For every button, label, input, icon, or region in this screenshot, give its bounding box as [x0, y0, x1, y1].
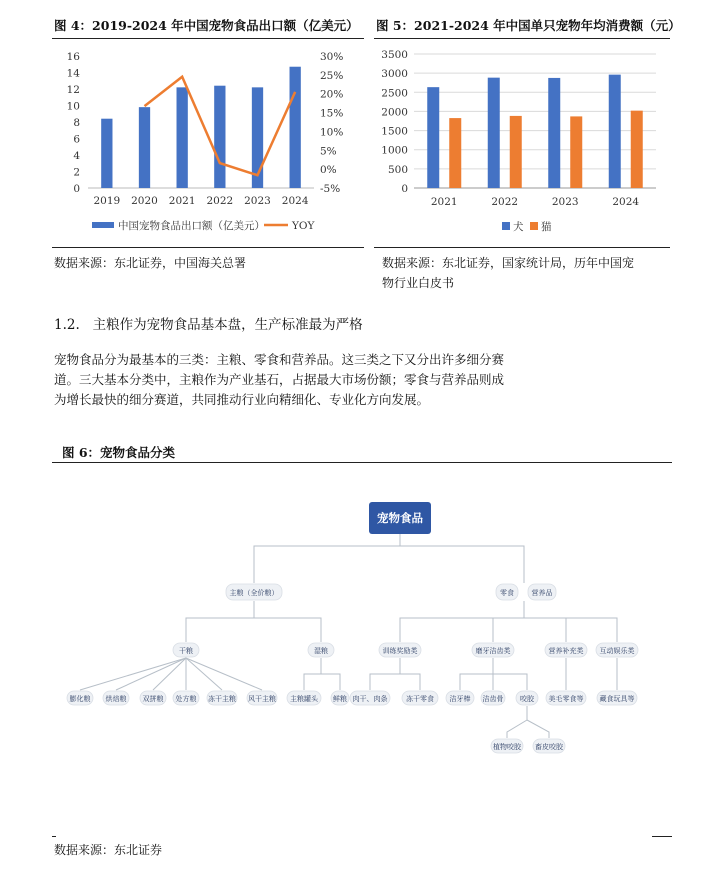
dog-bar — [548, 78, 560, 188]
tree-connector — [186, 658, 262, 690]
tree-connector — [254, 533, 400, 583]
y-tick-label: 1000 — [381, 144, 408, 157]
node-label: 植物咬胶 — [493, 743, 521, 751]
tree-connector — [400, 601, 524, 642]
x-tick-label: 2022 — [491, 196, 519, 208]
tree-connector — [507, 706, 527, 738]
figure5-title-rule — [374, 38, 670, 39]
figure4-title: 图 4：2019-2024 年中国宠物食品出口额（亿美元） — [54, 18, 359, 33]
body-paragraph — [54, 350, 504, 410]
tree-connector — [524, 618, 617, 642]
x-tick-label: 2023 — [244, 195, 271, 207]
node-label: 零食 — [500, 589, 514, 597]
node-label: 冻干主粮 — [208, 695, 236, 703]
tree-level3-node — [402, 691, 438, 705]
figure6-title: 图 6：宠物食品分类 — [62, 445, 176, 460]
dog-bar — [488, 78, 500, 188]
tree-level3-node — [546, 691, 586, 705]
figure5-source-line1: 数据来源：东北证券，国家统计局，历年中国宠 — [382, 256, 635, 270]
y-tick-label: 2 — [73, 166, 80, 179]
paragraph-line-3: 为增长最快的细分赛道，共同推动行业向精细化、专业化方向发展。 — [54, 392, 430, 407]
node-label: 膨化粮 — [69, 695, 91, 703]
export-bar — [290, 67, 301, 188]
tree-level3-node — [140, 691, 166, 705]
tree-level3-node — [446, 691, 474, 705]
node-label: 畜皮咬胶 — [535, 743, 563, 751]
legend-swatch-export — [92, 222, 114, 228]
legend-swatch-cat — [530, 222, 538, 230]
cat-bar — [570, 116, 582, 188]
tree-level3-node — [516, 691, 538, 705]
paragraph-line-2: 道。三大基本分类中，主粮作为产业基石，占据最大市场份额；零食与营养品则成 — [54, 372, 505, 387]
tree-connector — [400, 674, 420, 690]
figure5-source-line2: 物行业白皮书 — [382, 276, 455, 290]
figure4-title-rule — [52, 38, 364, 39]
x-tick-label: 2024 — [281, 195, 309, 207]
tree-level1-node — [226, 584, 282, 600]
tree-level3-node — [173, 691, 199, 705]
node-label: 营养补充类 — [548, 647, 584, 655]
tree-level3-node — [287, 691, 321, 705]
node-label: 训练奖励类 — [382, 647, 418, 655]
legend-swatch-dog — [502, 222, 510, 230]
dog-bar — [427, 87, 439, 188]
tree-level2-node — [308, 643, 334, 657]
consumption-chart — [374, 40, 674, 245]
x-tick-label: 2021 — [168, 195, 196, 207]
y2-tick-label: 30% — [320, 51, 344, 63]
y2-tick-label: 5% — [320, 145, 337, 158]
node-label: 烘焙粮 — [105, 695, 127, 703]
node-label: 咬胶 — [520, 695, 534, 703]
x-tick-label: 2022 — [206, 195, 234, 207]
paragraph-line-1: 宠物食品分为最基本的三类：主粮、零食和营养品。这三类之下又分出许多细分赛 — [54, 352, 505, 367]
tree-level2-node — [379, 643, 421, 657]
x-tick-label: 2021 — [430, 196, 458, 208]
legend-label-export: 中国宠物食品出口额（亿美元） — [118, 220, 265, 232]
tree-connector — [493, 674, 527, 690]
section-number: 1.2. — [54, 317, 80, 333]
export-bar — [177, 87, 188, 188]
y2-tick-label: 0% — [320, 164, 337, 177]
node-label: 洁齿骨 — [482, 695, 504, 703]
legend-label-cat: 猫 — [541, 221, 552, 233]
tree-level3-node — [331, 691, 349, 705]
section-title: 主粮作为宠物食品基本盘，生产标准最为严格 — [92, 317, 363, 333]
y-tick-label: 16 — [66, 51, 80, 63]
tree-level3-node — [597, 691, 637, 705]
y-tick-label: 10 — [66, 100, 80, 113]
node-label: 洁牙棒 — [449, 695, 471, 703]
y-tick-label: 1500 — [381, 125, 408, 138]
tree-connector — [304, 658, 321, 690]
y-tick-label: 3000 — [381, 68, 408, 81]
y-tick-label: 12 — [66, 84, 80, 96]
node-label: 美毛零食等 — [548, 695, 584, 703]
tree-level2-node — [545, 643, 587, 657]
x-tick-label: 2019 — [93, 195, 121, 207]
tree-connector — [116, 658, 186, 690]
y2-tick-label: 10% — [320, 126, 344, 139]
cat-bar — [631, 111, 643, 188]
node-label: 鲜粮 — [333, 695, 347, 703]
tree-connector — [321, 674, 340, 690]
y-tick-label: 0 — [401, 183, 408, 195]
footer-rule — [652, 836, 672, 837]
node-label: 双拼粮 — [142, 695, 164, 703]
y2-tick-label: 25% — [320, 69, 344, 82]
legend-label-yoy: YOY — [292, 220, 315, 232]
node-label: 冻干零食 — [406, 695, 434, 703]
node-label: 磨牙洁齿类 — [475, 647, 511, 655]
tree-connector — [527, 720, 549, 738]
y-tick-label: 2500 — [381, 87, 408, 100]
export-bar — [139, 107, 150, 188]
figure5-bottom-rule — [374, 247, 670, 248]
y-tick-label: 3500 — [381, 49, 408, 61]
y-tick-label: 4 — [73, 150, 80, 162]
export-value-chart — [52, 40, 364, 245]
figure4-bottom-rule — [52, 247, 364, 248]
cat-bar — [510, 116, 522, 188]
node-label: 主粮罐头 — [290, 695, 318, 703]
footer-tick — [52, 836, 56, 837]
pet-food-classification-tree — [52, 470, 672, 770]
x-tick-label: 2024 — [612, 196, 640, 208]
tree-level2-node — [472, 643, 514, 657]
node-label: 肉干、肉条 — [352, 695, 388, 703]
node-label: 藏食玩具等 — [599, 695, 635, 703]
figure5-title: 图 5：2021-2024 年中国单只宠物年均消费额（元） — [376, 18, 681, 33]
node-label: 湿粮 — [314, 647, 328, 655]
tree-level3-node — [481, 691, 505, 705]
node-label: 干粮 — [179, 647, 193, 655]
node-label: 风干主粮 — [248, 695, 276, 703]
dog-bar — [609, 75, 621, 188]
tree-level4-node — [491, 739, 523, 753]
node-label: 主粮（全价粮） — [229, 589, 279, 597]
tree-level3-node — [103, 691, 129, 705]
figure6-source: 数据来源：东北证券 — [54, 843, 163, 857]
tree-level2-node — [173, 643, 199, 657]
export-bar — [101, 119, 112, 188]
legend-label-dog: 犬 — [513, 221, 524, 233]
export-bar — [214, 86, 225, 188]
tree-level3-node — [67, 691, 93, 705]
tree-level1-node — [528, 584, 556, 600]
y-tick-label: 6 — [73, 133, 80, 146]
tree-level4-node — [533, 739, 565, 753]
y2-tick-label: 20% — [320, 88, 344, 101]
node-label: 互动娱乐类 — [599, 647, 635, 655]
tree-connector — [186, 601, 254, 642]
y-tick-label: 500 — [387, 163, 408, 176]
tree-connector — [370, 658, 400, 690]
tree-connector — [186, 658, 222, 690]
section-heading — [54, 313, 363, 333]
node-label: 营养品 — [531, 589, 553, 597]
y-tick-label: 14 — [66, 67, 80, 80]
tree-root-node — [369, 502, 431, 534]
node-label: 宠物食品 — [377, 511, 423, 525]
x-tick-label: 2020 — [131, 195, 158, 207]
tree-connector — [254, 618, 321, 642]
node-label: 处方粮 — [175, 695, 197, 703]
tree-level3-node — [247, 691, 277, 705]
cat-bar — [449, 118, 461, 188]
x-tick-label: 2023 — [551, 196, 579, 208]
tree-level1-node — [496, 584, 518, 600]
y2-tick-label: 15% — [320, 107, 344, 120]
tree-connector — [400, 546, 524, 583]
tree-level3-node — [350, 691, 390, 705]
y-tick-label: 2000 — [381, 106, 408, 119]
figure6-title-rule — [52, 462, 672, 463]
tree-connector — [460, 658, 493, 690]
y-tick-label: 0 — [73, 183, 80, 195]
tree-level3-node — [207, 691, 237, 705]
y2-tick-label: -5% — [320, 183, 341, 195]
figure4-source: 数据来源：东北证券，中国海关总署 — [54, 256, 247, 270]
y-tick-label: 8 — [73, 117, 80, 129]
tree-level2-node — [596, 643, 638, 657]
